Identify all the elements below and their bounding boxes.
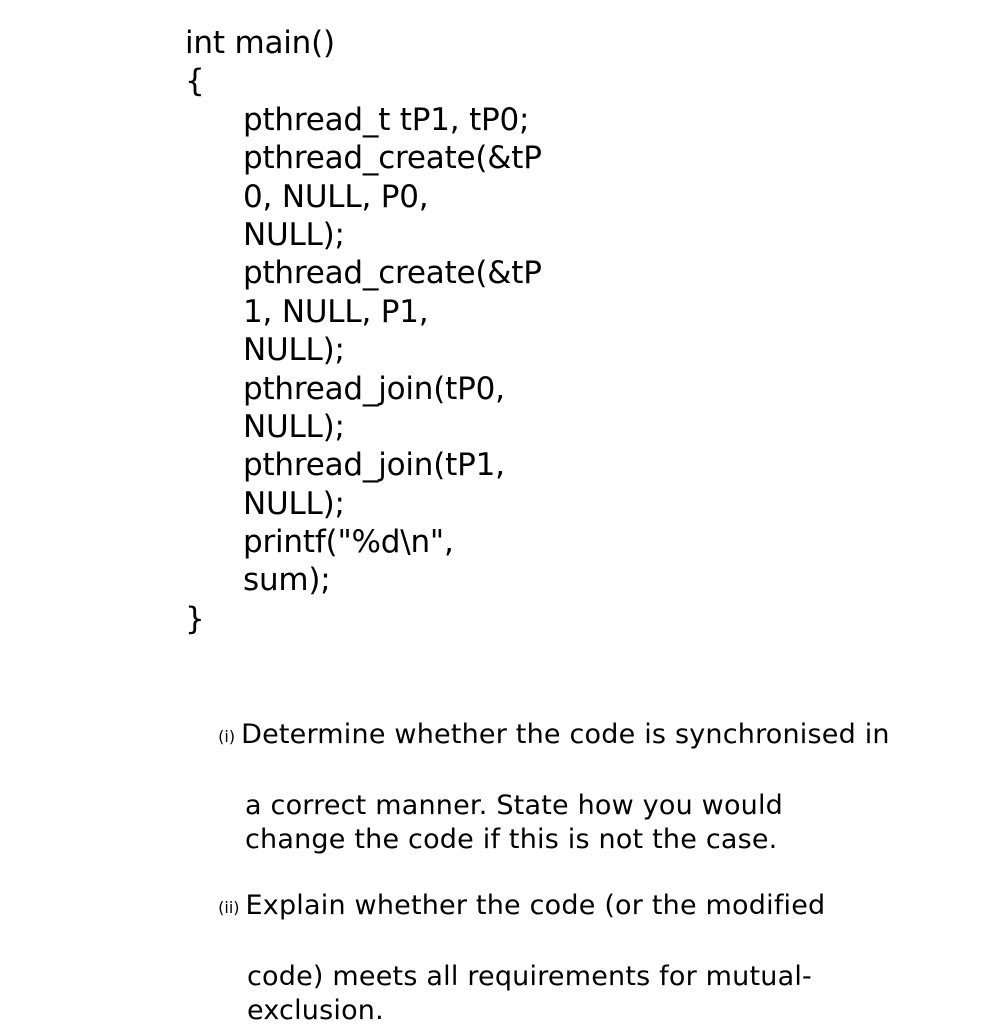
question-text-line: change the code if this is not the case. <box>245 824 778 855</box>
code-line: pthread_join(tP1, <box>243 447 505 484</box>
code-line: pthread_join(tP0, <box>243 370 505 407</box>
code-line: pthread_t tP1, tP0; <box>243 101 530 138</box>
code-line: NULL); <box>243 485 345 522</box>
question-text-line: code) meets all requirements for mutual- <box>247 960 812 992</box>
question-text-line: a correct manner. State how you would <box>245 789 784 821</box>
code-line: 0, NULL, P0, <box>243 178 429 215</box>
question-text-line: Explain whether the code (or the modified <box>245 889 826 921</box>
question-ii <box>183 854 943 1029</box>
question-marker: (ii) <box>218 897 240 917</box>
code-line: 1, NULL, P1, <box>243 293 429 330</box>
code-line-signature: int main() <box>185 25 335 61</box>
code-line: printf("%d\n", <box>243 524 454 561</box>
code-line: pthread_create(&tP <box>243 140 542 177</box>
code-listing <box>185 24 705 638</box>
question-text-line: Determine whether the code is synchronised in <box>241 718 890 750</box>
question-text-line: exclusion. <box>247 995 384 1026</box>
code-line: sum); <box>243 562 331 599</box>
code-line: NULL); <box>243 408 345 445</box>
code-line-open-brace: { <box>185 63 205 100</box>
question-marker: (i) <box>218 726 236 746</box>
code-line: pthread_create(&tP <box>243 255 542 292</box>
code-line: NULL); <box>243 332 345 369</box>
code-line-close-brace: } <box>185 600 205 637</box>
question-i <box>183 683 943 858</box>
code-line: NULL); <box>243 216 345 253</box>
